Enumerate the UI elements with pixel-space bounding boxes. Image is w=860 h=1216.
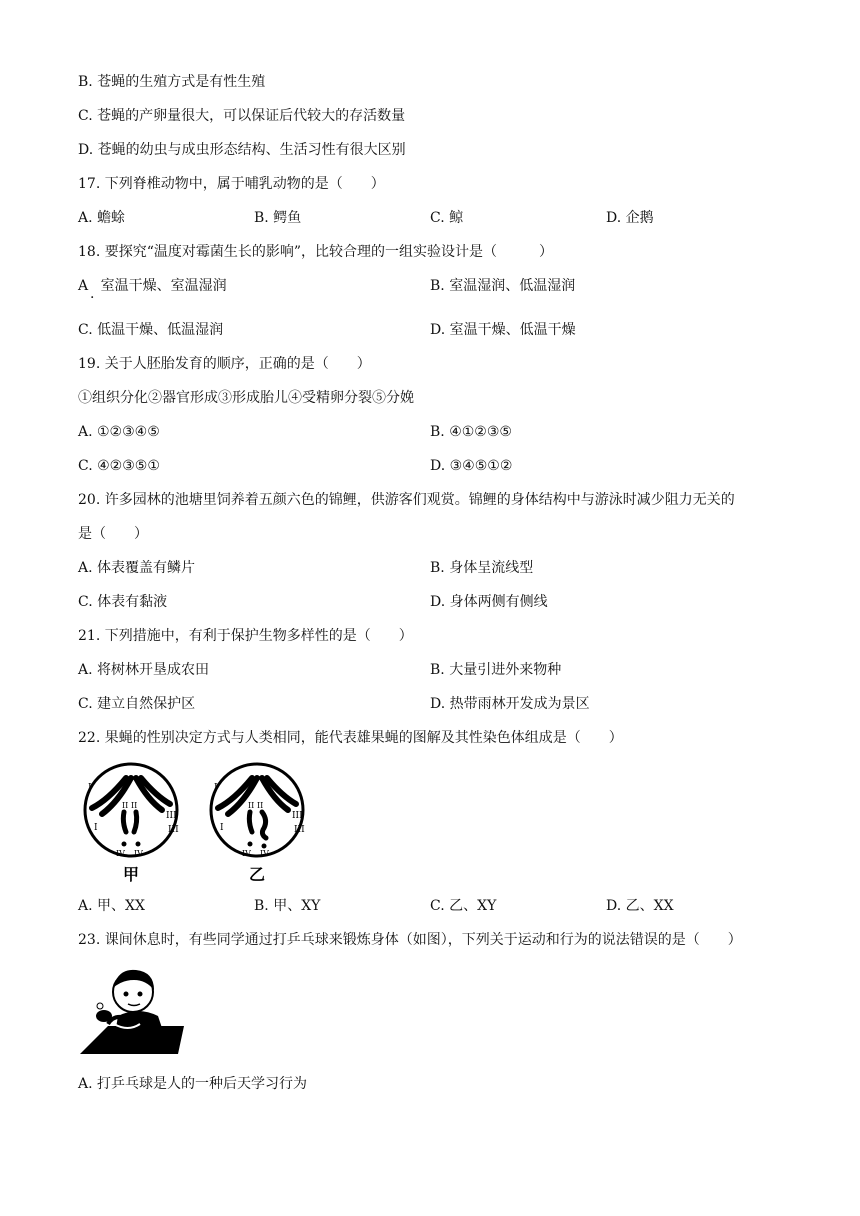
- q21-option-c: C. 建立自然保护区: [78, 696, 196, 712]
- q22-stem: 22. 果蝇的性别决定方式与人类相同，能代表雄果蝇的图解及其性染色体组成是（ ）: [78, 730, 623, 746]
- q17-option-c: C. 鲸: [430, 210, 464, 226]
- q20-option-d: D. 身体两侧有侧线: [430, 594, 548, 610]
- q19-stem: 19. 关于人胚胎发育的顺序，正确的是（ ）: [78, 356, 371, 372]
- q19-option-d: D. ③④⑤①②: [430, 458, 513, 474]
- q17-option-d: D. 企鹅: [606, 210, 654, 226]
- figure-label-yi: 乙: [249, 865, 266, 884]
- label-IV: IV: [116, 849, 125, 858]
- label-III: III: [292, 811, 303, 821]
- q17-stem: 17. 下列脊椎动物中，属于哺乳动物的是（ ）: [78, 176, 385, 192]
- q21-stem: 21. 下列措施中，有利于保护生物多样性的是（ ）: [78, 628, 413, 644]
- q16-option-c: C. 苍蝇的产卵量很大，可以保证后代较大的存活数量: [78, 108, 406, 124]
- q16-option-b: B. 苍蝇的生殖方式是有性生殖: [78, 74, 266, 90]
- q20-stem-line1: 20. 许多园林的池塘里饲养着五颜六色的锦鲤，供游客们观赏。锦鲤的身体结构中与游泳时减少阻力无关的: [78, 492, 735, 508]
- q20-option-b: B. 身体呈流线型: [430, 560, 534, 576]
- label-IV: IV: [260, 849, 269, 858]
- q21-option-b: B. 大量引进外来物种: [430, 662, 562, 678]
- stray-dot: ·: [90, 290, 95, 306]
- q22-option-a: A. 甲、XX: [78, 898, 145, 914]
- q18-option-d: D. 室温干燥、低温干燥: [430, 322, 576, 338]
- label-II: II: [122, 801, 129, 810]
- label-II: II: [257, 801, 264, 810]
- q16-option-d: D. 苍蝇的幼虫与成虫形态结构、生活习性有很大区别: [78, 142, 406, 158]
- label-IV: IV: [242, 849, 251, 858]
- q18-option-b: B. 室温湿润、低温湿润: [430, 278, 576, 294]
- ping-pong-player-illustration: [78, 962, 186, 1058]
- figure-label-jia: 甲: [123, 865, 140, 884]
- q19-option-a: A. ①②③④⑤: [78, 424, 160, 440]
- label-I: I: [214, 783, 218, 793]
- q18-option-a-text: 室温干燥、室温湿润: [100, 278, 227, 294]
- label-III: III: [168, 825, 179, 835]
- q18-stem: 18. 要探究“温度对霉菌生长的影响”，比较合理的一组实验设计是（ ）: [78, 244, 554, 260]
- q18-option-a: [78, 276, 227, 296]
- label-II: II: [248, 801, 255, 810]
- q21-option-a: A. 将树林开垦成农田: [78, 662, 210, 678]
- q20-option-c: C. 体表有黏液: [78, 594, 168, 610]
- q19-sequence: ①组织分化②器官形成③形成胎儿④受精卵分裂⑤分娩: [78, 390, 414, 406]
- chromosome-figure-jia: [78, 760, 188, 886]
- label-I: I: [88, 783, 92, 793]
- chromosome-figure-yi: [204, 760, 314, 886]
- q22-option-b: B. 甲、XY: [254, 898, 321, 914]
- q22-option-c: C. 乙、XY: [430, 898, 497, 914]
- q18-option-a-letter: A: [78, 278, 89, 294]
- q23-stem: 23. 课间休息时，有些同学通过打乒乓球来锻炼身体（如图），下列关于运动和行为的说法错误的是（ ）: [78, 932, 742, 948]
- q17-option-a: A. 蟾蜍: [78, 210, 126, 226]
- label-I: I: [94, 823, 98, 833]
- q23-option-a: A. 打乒乓球是人的一种后天学习行为: [78, 1076, 308, 1092]
- label-II: II: [131, 801, 138, 810]
- q18-option-c: C. 低温干燥、低温湿润: [78, 322, 224, 338]
- label-I: I: [220, 823, 224, 833]
- label-III: III: [294, 825, 305, 835]
- q20-stem-line2: 是（ ）: [78, 526, 148, 542]
- q22-option-d: D. 乙、XX: [606, 898, 674, 914]
- q19-option-b: B. ④①②③⑤: [430, 424, 512, 440]
- q17-option-b: B. 鳄鱼: [254, 210, 302, 226]
- q21-option-d: D. 热带雨林开发成为景区: [430, 696, 590, 712]
- label-IV: IV: [134, 849, 143, 858]
- q19-option-c: C. ④②③⑤①: [78, 458, 160, 474]
- label-III: III: [166, 811, 177, 821]
- q20-option-a: A. 体表覆盖有鳞片: [78, 560, 196, 576]
